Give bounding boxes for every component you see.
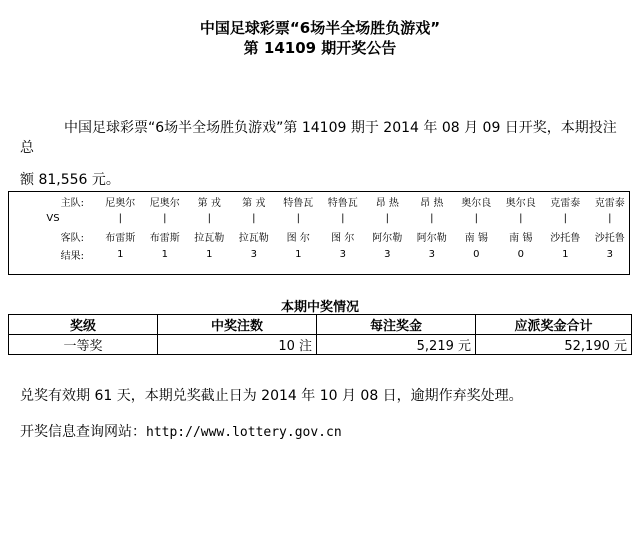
info-label: 开奖信息查询网站： [20, 424, 146, 440]
vs-divider: | [296, 213, 300, 224]
away-team-cell: 南 锡 [464, 232, 488, 244]
announcement-subtitle: 第 14109 期开奖公告 [243, 39, 397, 57]
home-team-cell: 奥尔良 [461, 197, 492, 209]
result-cell: 1 [117, 248, 124, 260]
vs-divider: | [430, 213, 434, 224]
vs-divider: | [341, 213, 345, 224]
home-team-cell: 特鲁瓦 [327, 197, 358, 209]
announcement-title: 中国足球彩票“6场半全场胜负游戏” [199, 19, 441, 37]
away-team-cell: 拉瓦勒 [194, 232, 225, 244]
result-cell: 3 [339, 248, 346, 260]
intro-paragraph [20, 118, 628, 190]
home-team-cell: 奥尔良 [505, 197, 536, 209]
lottery-website-link[interactable]: http://www.lottery.gov.cn [146, 425, 342, 440]
home-team-cell: 第 戎 [197, 197, 221, 209]
vs-label: VS [46, 213, 60, 224]
vs-divider: | [608, 213, 612, 224]
away-team-cell: 阿尔勒 [372, 232, 403, 244]
intro-line-1: 中国足球彩票“6场半全场胜负游戏”第 14109 期于 2014 年 08 月 09 日开奖，本期投注总 [20, 120, 617, 156]
match-table [8, 192, 632, 263]
away-label: 客队: [60, 232, 84, 244]
away-team-cell: 图 尔 [286, 232, 310, 244]
prize-total: 52,190 元 [476, 335, 632, 355]
result-row [8, 245, 632, 263]
vs-divider: | [474, 213, 478, 224]
prize-section-title: 本期中奖情况 [280, 300, 359, 315]
home-team-row [8, 192, 632, 210]
header-count: 中奖注数 [158, 315, 317, 335]
info-line [20, 422, 628, 443]
intro-line-2: 额 81,556 元。 [20, 172, 120, 188]
home-team-cell: 克雷泰 [550, 197, 581, 209]
away-team-cell: 南 锡 [509, 232, 533, 244]
prize-header-row [9, 315, 632, 335]
prize-level: 一等奖 [9, 335, 158, 355]
header-total: 应派奖金合计 [476, 315, 632, 335]
home-team-cell: 昂 热 [375, 197, 399, 209]
home-label: 主队: [60, 197, 84, 209]
home-team-cell: 第 戎 [242, 197, 266, 209]
away-team-cell: 沙托鲁 [594, 232, 625, 244]
vs-divider: | [118, 213, 122, 224]
result-cell: 3 [384, 248, 391, 260]
away-team-cell: 拉瓦勒 [238, 232, 269, 244]
redeem-notice: 兑奖有效期 61 天，本期兑奖截止日为 2014 年 10 月 08 日，逾期作弃奖处理。 [20, 388, 523, 404]
result-cell: 3 [250, 248, 257, 260]
prize-table [8, 314, 632, 355]
away-team-cell: 布雷斯 [105, 232, 136, 244]
vs-divider: | [163, 213, 167, 224]
away-team-cell: 阿尔勒 [416, 232, 447, 244]
vs-divider: | [563, 213, 567, 224]
prize-count: 10 注 [158, 335, 317, 355]
result-cell: 1 [161, 248, 168, 260]
prize-per-bet: 5,219 元 [317, 335, 476, 355]
header-level: 奖级 [9, 315, 158, 335]
away-team-row [8, 227, 632, 245]
away-team-cell: 沙托鲁 [550, 232, 581, 244]
result-cell: 3 [428, 248, 435, 260]
vs-divider: | [519, 213, 523, 224]
result-label: 结果: [60, 250, 84, 262]
vs-divider: | [385, 213, 389, 224]
header-per-bet: 每注奖金 [317, 315, 476, 335]
away-team-cell: 布雷斯 [149, 232, 180, 244]
vs-divider: | [252, 213, 256, 224]
result-cell: 1 [206, 248, 213, 260]
home-team-cell: 尼奥尔 [105, 197, 136, 209]
result-cell: 1 [295, 248, 302, 260]
result-cell: 3 [606, 248, 613, 260]
result-cell: 0 [473, 248, 480, 260]
home-team-cell: 特鲁瓦 [283, 197, 314, 209]
result-cell: 0 [517, 248, 524, 260]
home-team-cell: 昂 热 [420, 197, 444, 209]
vs-divider: | [207, 213, 211, 224]
prize-row [9, 335, 632, 355]
away-team-cell: 图 尔 [331, 232, 355, 244]
home-team-cell: 尼奥尔 [149, 197, 180, 209]
home-team-cell: 克雷泰 [594, 197, 625, 209]
result-cell: 1 [562, 248, 569, 260]
vs-row [8, 210, 632, 227]
